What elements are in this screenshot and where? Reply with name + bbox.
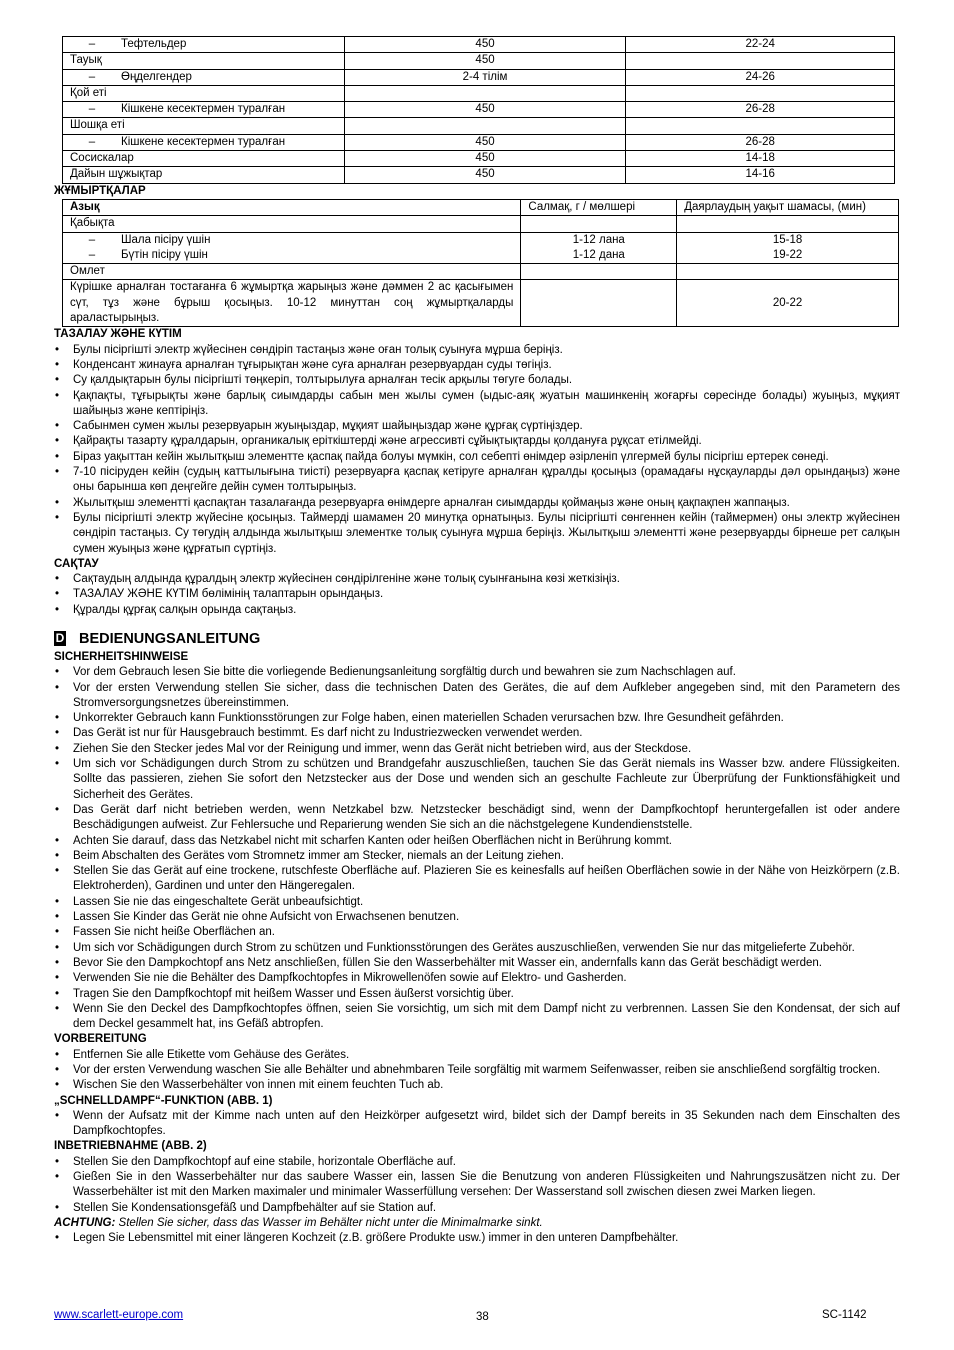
table-row [63,37,895,53]
dash: – [88,103,96,116]
cell-weight: 450 [344,134,626,150]
cell-weight: 450 [344,102,626,118]
eggs-table [62,199,899,327]
manual-title: BEDIENUNGSANLEITUNG [79,630,261,647]
list-item: • Wenn Sie den Deckel des Dampfkochtopfes öffnen, seien Sie vorsichtig, um sich mit dem Dampf nicht zu verbrennen. Lassen Sie den Kondensat, der sich auf dem Deckel gesammelt hat, ins Gefäß abtropfen. [54,1002,900,1033]
quick-steam-list [54,1109,900,1140]
list-item: • Құралды құрғақ салқын орында сақтаңыз. [54,603,900,618]
care-list [54,343,900,557]
cell-weight [344,85,626,101]
table-row [63,167,895,183]
table-row [63,216,899,232]
cell-name: Қой еті [63,85,345,101]
list-item: • Stellen Sie Kondensationsgefäß und Dampfbehälter auf sie Station auf. [54,1201,900,1216]
cell-time: 22-24 [626,37,895,53]
operation-heading: INBETRIEBNAHME (ABB. 2) [54,1140,207,1153]
cell-name: – Кішкене кесектермен туралған [63,134,345,150]
model-number: SC-1142 [822,1309,867,1321]
eggs-header-row [63,199,899,215]
cell-name: Тауық [63,53,345,69]
header-food: Азық [63,199,521,215]
cell-time [626,53,895,69]
operation-list [54,1155,900,1216]
operation-list-2 [54,1231,900,1246]
list-item: • Қайрақты тазарту құралдарын, органикалық еріткіштерді және агрессивті сұйықтықтарды қолдануға рұқсат етілмейді. [54,434,900,449]
list-item: • Wischen Sie den Wasserbehälter von innen mit einem feuchten Tuch ab. [54,1078,900,1093]
meat-table [62,36,895,184]
cell-weight [344,118,626,134]
list-item: • Das Gerät darf nicht betrieben werden, wenn Netzkabel bzw. Netzstecker beschädigt sind, wenn der Dampfkochtopf heruntergefallen ist oder andere Beschädigungen aufweist. Zur Fehlersuche und Reparierung wenden Sie sich an die nächstgelegene Kundendienststelle. [54,803,900,834]
storage-list [54,572,900,618]
list-item: • Tragen Sie den Dampfkochtopf mit heißem Wasser und Essen äußerst vorsichtig über. [54,987,900,1002]
cell-weight: 450 [344,151,626,167]
table-row [63,102,895,118]
list-item: • Um sich vor Schädigungen durch Strom zu schützen und Brandgefahr auszuschließen, tauchen Sie das Gerät niemals ins Wasser bzw. andere Flüssigkeiten. Sollte das passieren, ziehen Sie sofort den Netzstecker aus der Dose und wenden sich an geschulte Fachleute zur Überprüfung der Funktionsfähigkeit und Sicherheit des Gerätes. [54,757,900,803]
cell-name: – Кішкене кесектермен туралған [63,102,345,118]
list-item: • Булы пісіргішті электр жүйесіне қосыңыз. Таймерді шамамен 20 минутқа орнатыңыз. Булы пісіргішті сөнгеннен кейін (таймермен) оны электр жүйесінен сөндіріп тастаңыз. Су төгудің алдында жылытқыш элементке толық суынуға мұрша беріңіз. Жылытқыш элементті және резервуарды бірнеше рет салқын сумен жуыңыз және құрғатып сүртіңіз. [54,511,900,557]
list-item: • Vor der ersten Verwendung waschen Sie alle Behälter und abnehmbaren Teile sorgfältig mit warmem Seifenwasser, reiben sie anschließend sorgfältig trocken. [54,1063,900,1078]
website-link[interactable]: www.scarlett-europe.com [54,1309,184,1321]
header-time: Даярлаудың уақыт шамасы, (мин) [677,199,899,215]
cell-weight: 1-12 лана 1-12 дана [521,232,677,264]
list-item: • Achten Sie darauf, dass das Netzkabel nicht mit scharfen Kanten oder heißen Oberflächen nicht in Berührung kommt. [54,834,900,849]
dash: – [88,38,96,50]
cell-name: Қабықта [63,216,521,232]
footer [54,1308,900,1324]
list-item: • ТАЗАЛАУ ЖӘНЕ КҮТІМ бөлімінің талаптарын орындаңыз. [54,587,900,602]
cell-time [626,118,895,134]
prep-heading: VORBEREITUNG [54,1033,147,1046]
cell-time [626,85,895,101]
storage-heading: САҚТАУ [54,557,99,570]
list-item: • Legen Sie Lebensmittel mit einer längeren Kochzeit (z.B. größere Produkte usw.) immer in den unteren Dampfbehälter. [54,1231,900,1246]
prep-list [54,1048,900,1094]
list-item: • Ziehen Sie den Stecker jedes Mal vor der Reinigung und immer, wenn das Gerät nicht betrieben wird, aus der Steckdose. [54,742,900,757]
table-row [63,151,895,167]
cell-weight: 450 [344,167,626,183]
list-item: • Булы пісіргішті электр жүйесінен сөндіріп тастаңыз және оған толық суынуға мұрша беріңіз. [54,343,900,358]
cell-name: – Тефтельдер [63,37,345,53]
list-item: • Сақтаудың алдында құралдың электр жүйесінен сөндірілгеніне және толық суынғанына көзі жеткізіңіз. [54,572,900,587]
list-item: • Wenn der Aufsatz mit der Kimme nach unten auf den Heizkörper aufgesetzt wird, bildet sich der Dampf bereits in 35 Sekunden nach dem Einschalten des Dampfkochtopfes. [54,1109,900,1140]
page-number: 38 [476,1311,489,1323]
cell-name: Сосискалар [63,151,345,167]
eggs-heading: ЖҰМЫРТҚАЛАР [54,184,146,197]
list-item: • Das Gerät ist nur für Hausgebrauch bestimmt. Es darf nicht zu Industriezwecken verwendet werden. [54,726,900,741]
cell-time: 14-16 [626,167,895,183]
list-item: • Lassen Sie nie das eingeschaltete Gerät unbeaufsichtigt. [54,895,900,910]
dash: – [88,135,96,148]
cell-name: Дайын шұжықтар [63,167,345,183]
list-item: • Bevor Sie den Dampkochtopf ans Netz anschließen, füllen Sie den Wasserbehälter mit Wasser ein, andernfalls kann das Gerät beschädigt werden. [54,956,900,971]
cell-weight: 450 [344,53,626,69]
table-row [63,280,899,327]
list-item: • Verwenden Sie nie die Behälter des Dampfkochtopfes in Mikrowellenöfen sowie auf Elektro- und Gasherden. [54,971,900,986]
table-row [63,134,895,150]
cell-time: 26-28 [626,134,895,150]
cell-name: Омлет [63,264,521,280]
page-content [54,36,900,1247]
list-item: • Lassen Sie Kinder das Gerät nie ohne Aufsicht von Erwachsenen benutzen. [54,910,900,925]
list-item: • Entfernen Sie alle Etikette vom Gehäuse des Gerätes. [54,1048,900,1063]
table-row [63,85,895,101]
list-item: • Stellen Sie das Gerät auf eine trockene, rutschfeste Oberfläche auf. Plazieren Sie es keinesfalls auf heißen Oberflächen sowie in der Nähe von Heizkörpern (z.B. Elektroherden), Gardinen und unter den Hängeregalen. [54,864,900,895]
cell-name: Шошқа еті [63,118,345,134]
cell-time: 20-22 [677,280,899,327]
care-heading: ТАЗАЛАУ ЖӘНЕ КҮТІМ [54,328,182,341]
cell-time: 24-26 [626,69,895,85]
list-item: • Stellen Sie den Dampfkochtopf auf eine stabile, horizontale Oberfläche auf. [54,1155,900,1170]
list-item: • Gießen Sie in den Wasserbehälter nur das saubere Wasser ein, lassen Sie die Benutzung von anderen Flüssigkeiten und Nahrungszusätzen nicht zu. Der Wasserbehälter ist mit den Marken maximaler und minimaler Wasserfüllung versehen: Der Wasserstand soll zwischen diesen zwei Marken liegen. [54,1170,900,1201]
safety-list [54,665,900,1032]
cell-weight: 2-4 тілім [344,69,626,85]
list-item: • Жылытқыш элементті қаспақтан тазалағанда резервуарға өнімдерге арналған сиымдарды қоймаңыз және оның қақпақпен жаппаңыз. [54,496,900,511]
cell-time: 14-18 [626,151,895,167]
warning-note [54,1216,900,1231]
table-row [63,232,899,264]
table-row [63,118,895,134]
dash: – [88,70,96,83]
cell-time: 15-18 19-22 [677,232,899,264]
list-item: • Vor dem Gebrauch lesen Sie bitte die vorliegende Bedienungsanleitung sorgfältig durch und bewahren sie zum Nachschlagen auf. [54,665,900,680]
list-item: • Fassen Sie nicht heiße Oberflächen an. [54,925,900,940]
list-item: • Конденсант жинауға арналған тұғырықтан және суға арналған резервуардан суды төгіңіз. [54,358,900,373]
omelet-text: Күрішке арналған тостағанға 6 жұмыртқа жарыңыз және дәммен 2 ас қасығымен сүт, тұз және бұрыш қосыңыз. 10-12 минуттан соң жұмыртқаларды араластырыңыз. [63,280,521,327]
safety-heading: SICHERHEITSHINWEISE [54,650,189,663]
dash: – [88,233,96,246]
list-item: • Біраз уақыттан кейін жылытқыш элементте қаспақ пайда болуы мүмкін, сол себепті өнімдер әзірленіп үлгермей булы пісіргіш ертерек сөнеді. [54,450,900,465]
section-title [54,631,900,647]
cell-time: 26-28 [626,102,895,118]
cell-name: – Шала пісіру үшін – Бүтін пісіру үшін [63,232,521,264]
list-item: • Unkorrekter Gebrauch kann Funktionsstörungen zur Folge haben, einen materiellen Schaden verursachen bzw. Ihre Gesundheit gefährden. [54,711,900,726]
warning-text: Stellen Sie sicher, dass das Wasser im Behälter nicht unter die Minimalmarke sinkt. [115,1216,543,1229]
cell-weight: 450 [344,37,626,53]
header-weight: Салмақ, г / мөлшері [521,199,677,215]
list-item: • Beim Abschalten des Gerätes vom Stromnetz immer am Stecker, niemals an der Leitung ziehen. [54,849,900,864]
list-item: • Су қалдықтарын булы пісіргішті төңкеріп, толтырылуға арналған тесік арқылы төгуге болады. [54,373,900,388]
language-badge: D [55,631,65,646]
list-item: • 7-10 пісіруден кейін (судың каттылығына тиісті) резервуарға қаспақ кетіруге арналған құралды қосыңыз (орамадағы нұсқауларды дәл орындаңыз) және оны барынша көп деңгейге дейін сумен толтырыңыз. [54,465,900,496]
list-item: • Vor der ersten Verwendung stellen Sie sicher, dass die technischen Daten des Gerätes, die auf dem Aufkleber angegeben sind, mit den Parametern des Stromversorgungsnetzes übereinstimmen. [54,681,900,712]
list-item: • Сабынмен сумен жылы резервуарын жуыңыздар, мұқият шайыңыздар және құрғақ сүртіңіздер. [54,419,900,434]
warning-label: ACHTUNG: [54,1216,116,1229]
table-row [63,53,895,69]
table-row [63,69,895,85]
list-item: • Қақпақты, тұғырықты және барлық сиымдарды сабын мен жылы сумен (ыдыс-аяқ жуатын машинкенің жоғарғы сөресінде болады) жуыңыз, мұқият шайыңыз және кептіріңіз. [54,389,900,420]
cell-name: – Өңделгендер [63,69,345,85]
dash: – [88,248,96,261]
quick-steam-heading: „SCHNELLDAMPF“-FUNKTION (ABB. 1) [54,1094,273,1107]
table-row [63,264,899,280]
list-item: • Um sich vor Schädigungen durch Strom zu schützen und Funktionsstörungen des Gerätes auszuschließen, verwenden Sie nur das mitgelieferte Zubehör. [54,941,900,956]
